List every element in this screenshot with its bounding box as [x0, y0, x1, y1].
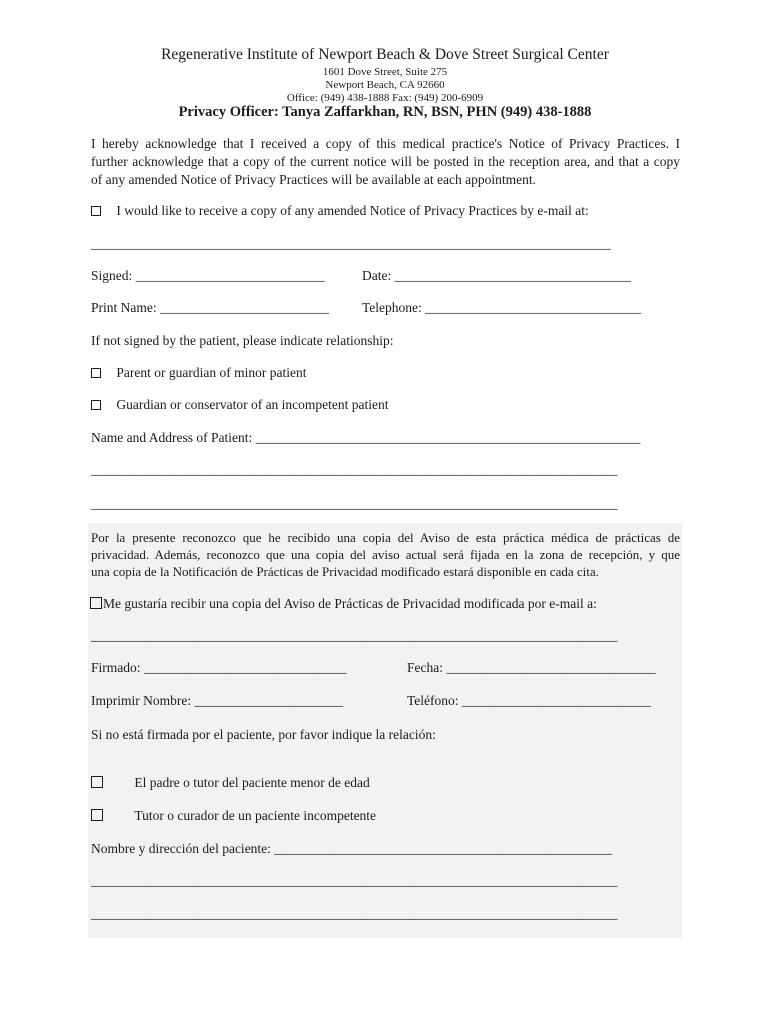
es-print-name-field[interactable]: Imprimir Nombre: ______________________ — [91, 693, 343, 708]
es-guardian-option-label: Tutor o curador de un paciente incompetente — [134, 808, 377, 823]
privacy-officer-line: Privacy Officer: Tanya Zaffarkhan, RN, BSN, PHN (949) 438-1888 — [178, 104, 592, 120]
es-signed-field[interactable]: Firmado: ______________________________ — [91, 660, 347, 675]
office-fax-line: Office: (949) 438-1888 Fax: (949) 200-6909 — [286, 92, 484, 104]
guardian-option-label: Guardian or conservator of an incompetent patient — [116, 397, 389, 412]
email-copy-checkbox[interactable] — [91, 206, 101, 216]
es-ack-line-1: Por la presente reconozco que he recibido una copia del Aviso de esta práctica médica de prácticas de — [91, 530, 680, 545]
signed-field[interactable]: Signed: ____________________________ — [91, 268, 325, 283]
patient-name-address-field[interactable]: Name and Address of Patient: _________________________________________________________ — [91, 430, 641, 445]
guardian-option-row — [91, 397, 389, 413]
ack-line-1: I hereby acknowledge that I received a copy of this medical practice's Notice of Privacy Practices. I — [91, 136, 680, 151]
es-date-field[interactable]: Fecha: _______________________________ — [407, 660, 656, 675]
parent-option-label: Parent or guardian of minor patient — [116, 365, 307, 380]
email-option-row — [91, 203, 589, 219]
es-conservator-checkbox[interactable] — [91, 809, 103, 821]
es-relationship-prompt: Si no está firmada por el paciente, por favor indique la relación: — [91, 727, 436, 742]
es-parent-guardian-checkbox[interactable] — [91, 776, 103, 788]
es-telephone-field[interactable]: Teléfono: ____________________________ — [407, 693, 651, 708]
relationship-prompt: If not signed by the patient, please indicate relationship: — [91, 333, 394, 348]
address-line-2: Newport Beach, CA 92660 — [325, 79, 445, 91]
es-address-blank-line-2[interactable]: ______________________________________________________________________________ — [91, 906, 618, 921]
parent-guardian-checkbox[interactable] — [91, 368, 101, 378]
es-ack-line-3: una copia de la Notificación de Prácticas de Privacidad modificado estará disponible en cada cita. — [91, 564, 599, 579]
address-line-1: 1601 Dove Street, Suite 275 — [322, 66, 448, 78]
telephone-field[interactable]: Telephone: ________________________________ — [362, 300, 642, 315]
ack-line-3: of any amended Notice of Privacy Practices will be available at each appointment. — [91, 172, 536, 187]
es-parent-option-label: El padre o tutor del paciente menor de edad — [134, 775, 370, 790]
ack-line-2: further acknowledge that a copy of the current notice will be posted in the reception area, and that a copy — [91, 154, 680, 169]
es-email-address-field[interactable]: ______________________________________________________________________________ — [91, 628, 618, 643]
es-email-copy-checkbox[interactable] — [90, 597, 102, 609]
es-ack-line-2: privacidad. Además, reconozco que una copia del aviso actual será fijada en la zona de recepción, y que — [91, 547, 680, 562]
conservator-checkbox[interactable] — [91, 400, 101, 410]
parent-option-row — [91, 365, 306, 381]
email-option-label: I would like to receive a copy of any amended Notice of Privacy Practices by e-mail at: — [116, 203, 589, 218]
email-address-field[interactable]: _____________________________________________________________________________ — [91, 236, 611, 251]
practice-title: Regenerative Institute of Newport Beach & Dove Street Surgical Center — [161, 46, 609, 63]
print-name-field[interactable]: Print Name: _________________________ — [91, 300, 329, 315]
es-email-option-label: Me gustaría recibir una copia del Aviso de Prácticas de Privacidad modificada por e-mail a: — [103, 596, 597, 611]
address-blank-line-1[interactable]: ______________________________________________________________________________ — [91, 462, 618, 477]
es-parent-option-row — [91, 775, 370, 791]
date-field[interactable]: Date: ___________________________________ — [362, 268, 631, 283]
es-address-blank-line-1[interactable]: ______________________________________________________________________________ — [91, 873, 618, 888]
es-email-option-row — [90, 596, 597, 612]
address-blank-line-2[interactable]: ______________________________________________________________________________ — [91, 496, 618, 511]
es-patient-name-address-field[interactable]: Nombre y dirección del paciente: __________________________________________________ — [91, 841, 612, 856]
es-guardian-option-row — [91, 808, 376, 824]
